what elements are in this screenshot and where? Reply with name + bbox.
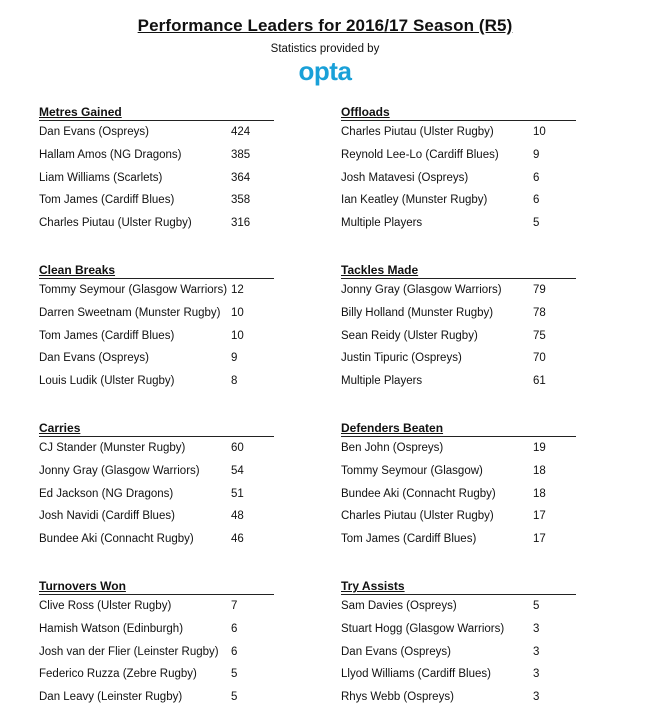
list-item	[39, 437, 274, 460]
player-name: Dan Leavy (Leinster Rugby)	[39, 691, 183, 703]
list-item	[341, 279, 576, 302]
section-heading-label: Tackles Made	[341, 263, 419, 277]
section-heading-label: Offloads	[341, 105, 390, 119]
stat-value: 385	[231, 148, 251, 161]
list-item	[341, 302, 576, 325]
list-item	[341, 483, 576, 506]
stat-value: 48	[231, 510, 244, 523]
list-item	[39, 279, 274, 302]
player-name: Dan Evans (Ospreys)	[39, 126, 149, 138]
list-item	[341, 121, 576, 144]
section-carries	[39, 421, 274, 551]
list-item	[39, 212, 274, 235]
stat-value: 6	[533, 171, 540, 184]
player-name: Stuart Hogg (Glasgow Warriors)	[341, 622, 505, 635]
player-name: Darren Sweetnam (Munster Rugby)	[39, 306, 221, 319]
stat-value: 18	[533, 464, 546, 477]
section-heading-label: Carries	[39, 421, 81, 435]
stat-value: 78	[533, 306, 546, 319]
player-name: CJ Stander (Munster Rugby)	[39, 442, 186, 454]
page-subtitle: Statistics provided by	[270, 43, 380, 55]
stat-value: 3	[533, 668, 540, 681]
section-heading-label: Try Assists	[341, 579, 405, 593]
list-item	[39, 144, 274, 167]
player-name: Josh van der Flier (Leinster Rugby)	[39, 645, 219, 658]
list-item	[341, 686, 576, 709]
stat-value: 316	[231, 217, 251, 229]
list-item	[39, 618, 274, 641]
player-name: Louis Ludik (Ulster Rugby)	[39, 375, 175, 387]
stat-value: 70	[533, 352, 546, 365]
stat-value: 10	[533, 126, 546, 138]
stat-value: 51	[231, 487, 244, 500]
stat-value: 10	[231, 306, 244, 319]
stat-value: 60	[231, 442, 244, 454]
section-heading	[341, 579, 576, 595]
section-tackles-made	[341, 263, 576, 393]
stat-value: 358	[231, 194, 251, 207]
list-item	[39, 460, 274, 483]
player-name: Reynold Lee-Lo (Cardiff Blues)	[341, 148, 499, 161]
stat-value: 79	[533, 284, 546, 296]
stat-value: 46	[231, 533, 244, 545]
section-heading	[341, 421, 576, 437]
player-name: Josh Navidi (Cardiff Blues)	[39, 510, 175, 523]
player-name: Tom James (Cardiff Blues)	[341, 533, 477, 545]
section-heading	[341, 263, 576, 279]
list-item	[341, 189, 576, 212]
player-name: Charles Piutau (Ulster Rugby)	[341, 510, 494, 523]
list-item	[39, 483, 274, 506]
list-item	[341, 437, 576, 460]
stat-value: 3	[533, 691, 540, 703]
stat-value: 7	[231, 600, 238, 612]
list-item	[341, 505, 576, 528]
section-clean-breaks	[39, 263, 274, 393]
list-item	[39, 595, 274, 618]
list-item	[39, 686, 274, 709]
stat-value: 5	[231, 691, 238, 703]
player-name: Tom James (Cardiff Blues)	[39, 194, 175, 207]
stat-value: 3	[533, 645, 540, 658]
list-item	[341, 167, 576, 190]
player-name: Llyod Williams (Cardiff Blues)	[341, 668, 491, 681]
section-try-assists	[341, 579, 576, 709]
list-item	[39, 505, 274, 528]
player-name: Ben John (Ospreys)	[341, 442, 444, 454]
player-name: Charles Piutau (Ulster Rugby)	[341, 126, 494, 138]
player-name: Clive Ross (Ulster Rugby)	[39, 600, 172, 612]
stat-value: 19	[533, 442, 546, 454]
list-item	[39, 528, 274, 551]
stat-value: 17	[533, 533, 546, 545]
list-item	[39, 167, 274, 190]
list-item	[341, 528, 576, 551]
list-item	[341, 460, 576, 483]
player-name: Multiple Players	[341, 217, 423, 229]
list-item	[341, 370, 576, 393]
stat-value: 5	[533, 600, 540, 612]
player-name: Liam Williams (Scarlets)	[39, 171, 163, 184]
list-item	[39, 370, 274, 393]
list-item	[341, 144, 576, 167]
section-heading-label: Turnovers Won	[39, 579, 126, 593]
player-name: Bundee Aki (Connacht Rugby)	[341, 487, 496, 500]
stat-value: 3	[533, 622, 540, 635]
section-offloads	[341, 105, 576, 235]
player-name: Multiple Players	[341, 375, 423, 387]
player-name: Bundee Aki (Connacht Rugby)	[39, 533, 194, 545]
section-turnovers-won	[39, 579, 274, 709]
list-item	[39, 325, 274, 348]
stat-value: 12	[231, 284, 244, 296]
stat-value: 6	[533, 194, 540, 207]
player-name: Hallam Amos (NG Dragons)	[39, 148, 182, 161]
section-heading-label: Defenders Beaten	[341, 421, 444, 435]
player-name: Rhys Webb (Ospreys)	[341, 691, 454, 703]
list-item	[39, 121, 274, 144]
player-name: Tommy Seymour (Glasgow)	[341, 464, 483, 477]
player-name: Tommy Seymour (Glasgow Warriors)	[39, 284, 228, 296]
opta-logo: opta	[298, 56, 352, 86]
stat-value: 5	[533, 217, 540, 229]
stat-value: 61	[533, 375, 546, 387]
stat-value: 17	[533, 510, 546, 523]
player-name: Tom James (Cardiff Blues)	[39, 329, 175, 342]
section-defenders-beaten	[341, 421, 576, 551]
list-item	[341, 595, 576, 618]
player-name: Jonny Gray (Glasgow Warriors)	[39, 464, 200, 477]
stat-value: 9	[231, 352, 238, 365]
list-item	[39, 302, 274, 325]
stat-value: 18	[533, 487, 546, 500]
stat-value: 5	[231, 668, 238, 681]
list-item	[341, 347, 576, 370]
stat-value: 364	[231, 171, 251, 184]
player-name: Justin Tipuric (Ospreys)	[341, 352, 462, 365]
player-name: Sean Reidy (Ulster Rugby)	[341, 329, 478, 342]
stat-value: 75	[533, 329, 546, 342]
player-name: Dan Evans (Ospreys)	[341, 645, 451, 658]
player-name: Billy Holland (Munster Rugby)	[341, 306, 494, 319]
list-item	[341, 325, 576, 348]
stat-value: 10	[231, 329, 244, 342]
list-item	[341, 618, 576, 641]
player-name: Charles Piutau (Ulster Rugby)	[39, 217, 192, 229]
stat-value: 8	[231, 375, 238, 387]
section-metres-gained	[39, 105, 274, 235]
stat-value: 54	[231, 464, 244, 477]
list-item	[39, 663, 274, 686]
section-heading-label: Clean Breaks	[39, 263, 116, 277]
section-heading	[39, 579, 274, 595]
player-name: Jonny Gray (Glasgow Warriors)	[341, 284, 502, 296]
section-heading-label: Metres Gained	[39, 105, 122, 119]
list-item	[341, 663, 576, 686]
section-heading	[39, 263, 274, 279]
section-heading	[341, 105, 576, 121]
player-name: Dan Evans (Ospreys)	[39, 352, 149, 365]
section-heading	[39, 421, 274, 437]
player-name: Josh Matavesi (Ospreys)	[341, 171, 469, 184]
list-item	[341, 212, 576, 235]
player-name: Ian Keatley (Munster Rugby)	[341, 194, 488, 207]
page-title: Performance Leaders for 2016/17 Season (R5)	[137, 16, 513, 35]
stat-value: 424	[231, 126, 251, 138]
list-item	[341, 641, 576, 664]
player-name: Ed Jackson (NG Dragons)	[39, 487, 174, 500]
stat-value: 6	[231, 622, 238, 635]
stat-value: 6	[231, 645, 238, 658]
player-name: Federico Ruzza (Zebre Rugby)	[39, 668, 197, 681]
list-item	[39, 189, 274, 212]
section-heading	[39, 105, 274, 121]
list-item	[39, 641, 274, 664]
stat-value: 9	[533, 148, 540, 161]
list-item	[39, 347, 274, 370]
player-name: Hamish Watson (Edinburgh)	[39, 622, 184, 635]
player-name: Sam Davies (Ospreys)	[341, 600, 457, 612]
